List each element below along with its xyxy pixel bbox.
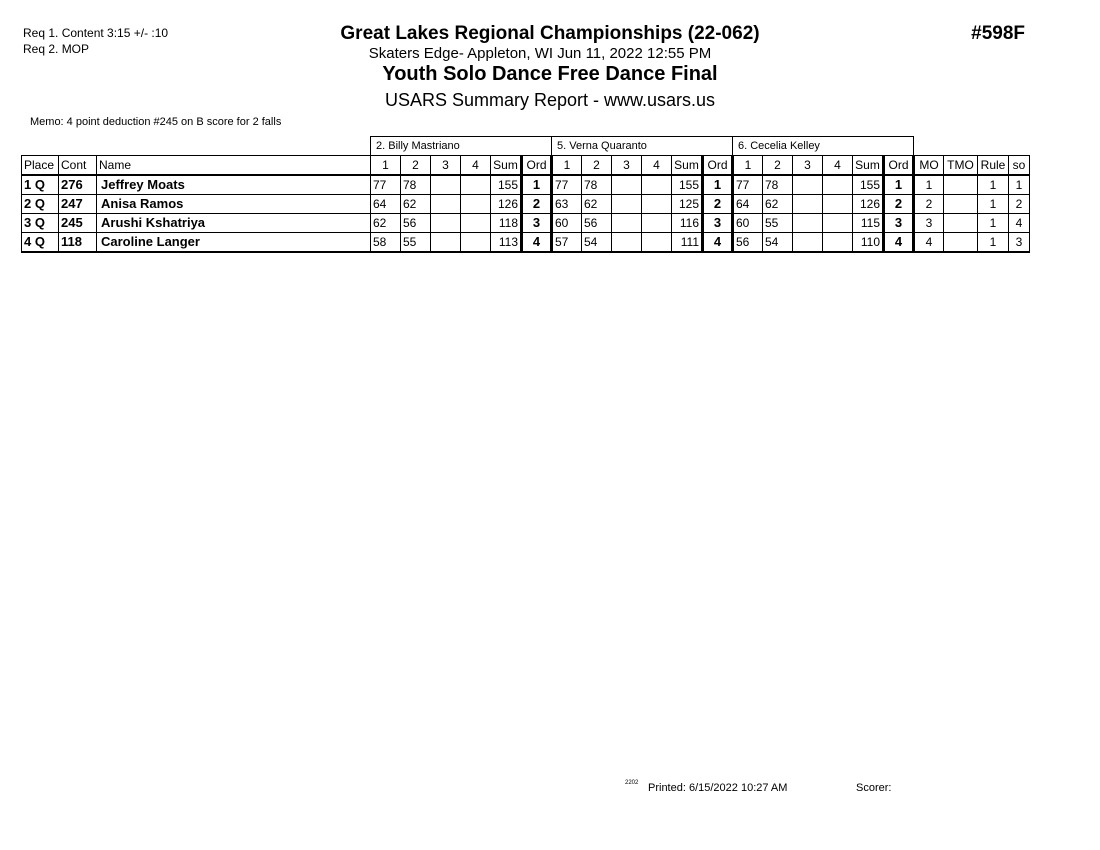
- score-cell: [431, 233, 461, 253]
- score-cell: 57: [552, 233, 582, 253]
- skater-name: Jeffrey Moats: [97, 175, 371, 195]
- ordinal-cell: 4: [522, 233, 552, 253]
- place-cell: 4 Q: [22, 233, 59, 253]
- score-cell: 62: [763, 195, 793, 214]
- score-cell: 56: [401, 214, 431, 233]
- place-cell: 3 Q: [22, 214, 59, 233]
- score-cell: [612, 195, 642, 214]
- mo-cell: 3: [914, 214, 944, 233]
- sum-cell: 155: [672, 175, 703, 195]
- rule-cell: 1: [978, 175, 1009, 195]
- rule-cell: 1: [978, 195, 1009, 214]
- so-cell: 4: [1009, 214, 1030, 233]
- col-judge-score: 2: [582, 156, 612, 176]
- sum-cell: 118: [491, 214, 522, 233]
- mo-cell: 1: [914, 175, 944, 195]
- score-cell: 55: [763, 214, 793, 233]
- score-cell: [823, 233, 853, 253]
- col-judge-score: 1: [371, 156, 401, 176]
- so-cell: 1: [1009, 175, 1030, 195]
- col-judge-score: 1: [733, 156, 763, 176]
- skater-name: Caroline Langer: [97, 233, 371, 253]
- score-cell: 64: [733, 195, 763, 214]
- col-judge-score: 2: [763, 156, 793, 176]
- judge-name: 5. Verna Quaranto: [552, 137, 733, 156]
- col-judge-score: 2: [401, 156, 431, 176]
- score-cell: 56: [733, 233, 763, 253]
- col-ord: Ord: [703, 156, 733, 176]
- printed-timestamp: Printed: 6/15/2022 10:27 AM: [648, 782, 788, 794]
- ordinal-cell: 4: [703, 233, 733, 253]
- place-cell: 2 Q: [22, 195, 59, 214]
- score-cell: 60: [733, 214, 763, 233]
- col-so: so: [1009, 156, 1030, 176]
- contestant-number: 245: [59, 214, 97, 233]
- sum-cell: 126: [491, 195, 522, 214]
- header-row: [22, 156, 1030, 176]
- score-cell: [642, 195, 672, 214]
- table-row: [22, 195, 1030, 214]
- score-cell: 78: [763, 175, 793, 195]
- rule-cell: 1: [978, 214, 1009, 233]
- results-table: [21, 136, 1030, 253]
- score-cell: [793, 175, 823, 195]
- col-rule: Rule: [978, 156, 1009, 176]
- score-cell: 64: [371, 195, 401, 214]
- score-cell: [642, 233, 672, 253]
- ordinal-cell: 2: [703, 195, 733, 214]
- sum-cell: 125: [672, 195, 703, 214]
- ordinal-cell: 3: [703, 214, 733, 233]
- col-ord: Ord: [522, 156, 552, 176]
- score-cell: 58: [371, 233, 401, 253]
- score-cell: [431, 195, 461, 214]
- score-cell: [461, 214, 491, 233]
- col-place: Place: [22, 156, 59, 176]
- tmo-cell: [944, 214, 978, 233]
- score-cell: 56: [582, 214, 612, 233]
- sum-cell: 155: [853, 175, 884, 195]
- sum-cell: 126: [853, 195, 884, 214]
- footer-code: 2202: [625, 780, 639, 786]
- competition-title: Great Lakes Regional Championships (22-062): [340, 23, 760, 44]
- sum-cell: 155: [491, 175, 522, 195]
- skater-name: Anisa Ramos: [97, 195, 371, 214]
- score-cell: 77: [371, 175, 401, 195]
- score-cell: [431, 175, 461, 195]
- score-cell: 54: [582, 233, 612, 253]
- score-cell: [642, 214, 672, 233]
- col-judge-score: 1: [552, 156, 582, 176]
- score-cell: [431, 214, 461, 233]
- score-cell: [793, 233, 823, 253]
- score-cell: 63: [552, 195, 582, 214]
- score-cell: 54: [763, 233, 793, 253]
- score-cell: [461, 233, 491, 253]
- contestant-number: 247: [59, 195, 97, 214]
- score-cell: 77: [552, 175, 582, 195]
- ordinal-cell: 3: [884, 214, 914, 233]
- col-judge-score: 4: [461, 156, 491, 176]
- event-number: #598F: [971, 23, 1025, 44]
- col-judge-score: 3: [431, 156, 461, 176]
- table-row: [22, 233, 1030, 253]
- sum-cell: 116: [672, 214, 703, 233]
- table-row: [22, 175, 1030, 195]
- sum-cell: 113: [491, 233, 522, 253]
- mo-cell: 2: [914, 195, 944, 214]
- tmo-cell: [944, 233, 978, 253]
- col-mo: MO: [914, 156, 944, 176]
- score-cell: [823, 214, 853, 233]
- score-cell: [461, 195, 491, 214]
- judge-name: 6. Cecelia Kelley: [733, 137, 914, 156]
- col-sum: Sum: [491, 156, 522, 176]
- score-cell: [612, 233, 642, 253]
- score-cell: [793, 195, 823, 214]
- requirement-1: Req 1. Content 3:15 +/- :10: [23, 26, 169, 40]
- table-row: [22, 214, 1030, 233]
- scorer-label: Scorer:: [856, 782, 892, 794]
- col-judge-score: 3: [793, 156, 823, 176]
- place-cell: 1 Q: [22, 175, 59, 195]
- col-name: Name: [97, 156, 371, 176]
- col-sum: Sum: [853, 156, 884, 176]
- score-cell: 55: [401, 233, 431, 253]
- contestant-number: 118: [59, 233, 97, 253]
- rule-cell: 1: [978, 233, 1009, 253]
- requirement-2: Req 2. MOP: [23, 42, 90, 56]
- ordinal-cell: 3: [522, 214, 552, 233]
- col-cont: Cont: [59, 156, 97, 176]
- sum-cell: 110: [853, 233, 884, 253]
- ordinal-cell: 4: [884, 233, 914, 253]
- score-cell: 78: [401, 175, 431, 195]
- score-cell: 62: [582, 195, 612, 214]
- ordinal-cell: 2: [884, 195, 914, 214]
- sum-cell: 115: [853, 214, 884, 233]
- col-judge-score: 3: [612, 156, 642, 176]
- col-ord: Ord: [884, 156, 914, 176]
- score-cell: 62: [371, 214, 401, 233]
- col-tmo: TMO: [944, 156, 978, 176]
- score-cell: 77: [733, 175, 763, 195]
- score-cell: [642, 175, 672, 195]
- report-title: USARS Summary Report - www.usars.us: [384, 90, 716, 110]
- score-cell: [612, 175, 642, 195]
- tmo-cell: [944, 175, 978, 195]
- memo: Memo: 4 point deduction #245 on B score for 2 falls: [30, 116, 282, 128]
- score-cell: [823, 175, 853, 195]
- contestant-number: 276: [59, 175, 97, 195]
- score-cell: 60: [552, 214, 582, 233]
- score-cell: [461, 175, 491, 195]
- so-cell: 3: [1009, 233, 1030, 253]
- score-cell: [823, 195, 853, 214]
- judges-row: [22, 137, 1030, 156]
- ordinal-cell: 1: [522, 175, 552, 195]
- sum-cell: 111: [672, 233, 703, 253]
- event-name: Youth Solo Dance Free Dance Final: [382, 63, 718, 85]
- col-sum: Sum: [672, 156, 703, 176]
- score-cell: [793, 214, 823, 233]
- score-cell: [612, 214, 642, 233]
- tmo-cell: [944, 195, 978, 214]
- score-cell: 62: [401, 195, 431, 214]
- ordinal-cell: 2: [522, 195, 552, 214]
- mo-cell: 4: [914, 233, 944, 253]
- ordinal-cell: 1: [884, 175, 914, 195]
- so-cell: 2: [1009, 195, 1030, 214]
- col-judge-score: 4: [642, 156, 672, 176]
- skater-name: Arushi Kshatriya: [97, 214, 371, 233]
- score-cell: 78: [582, 175, 612, 195]
- judge-name: 2. Billy Mastriano: [371, 137, 552, 156]
- col-judge-score: 4: [823, 156, 853, 176]
- venue-date-line: Skaters Edge- Appleton, WI Jun 11, 2022 12:55 PM: [368, 45, 712, 62]
- ordinal-cell: 1: [703, 175, 733, 195]
